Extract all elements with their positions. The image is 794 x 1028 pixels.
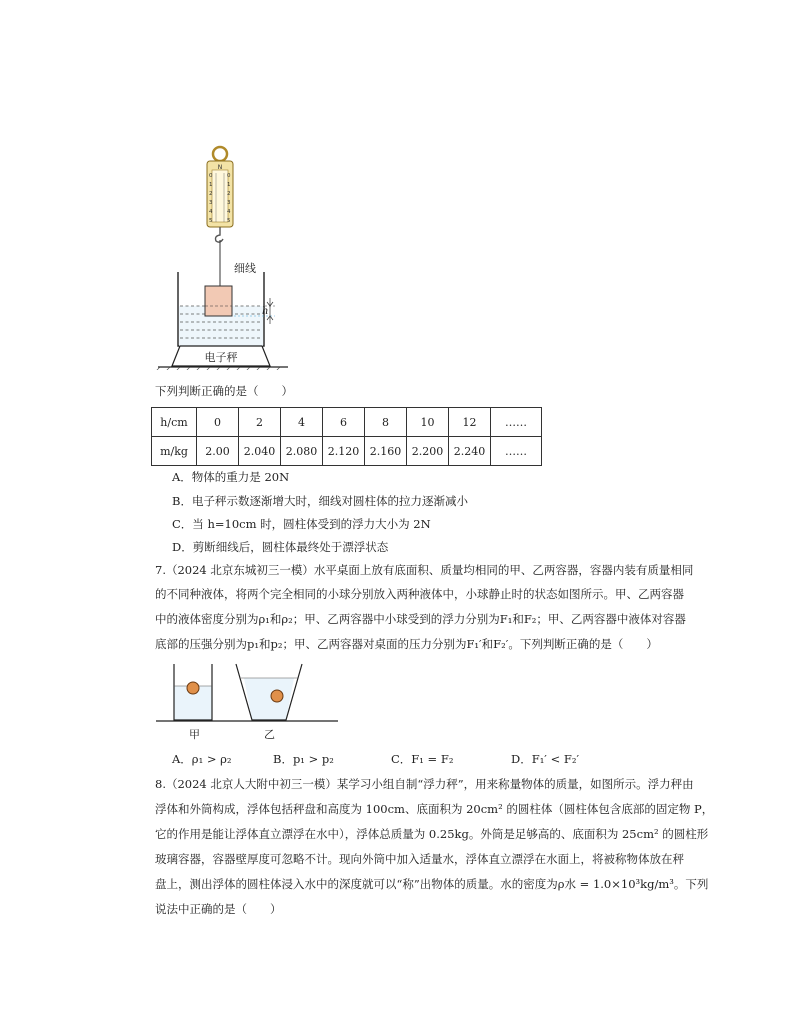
svg-text:5: 5 [227, 218, 231, 224]
q6-prompt: 下列判断正确的是（ ） [155, 384, 293, 398]
q7-option-b: B．p₁ > p₂ [273, 752, 334, 766]
q7-line-3: 中的液体密度分别为ρ₁和ρ₂；甲、乙两容器中小球受到的浮力分别为F₁和F₂；甲、乙两容器中液体对容器 [155, 612, 686, 626]
table-row-header: m/kg [152, 437, 197, 466]
svg-text:0: 0 [227, 173, 231, 179]
q7-option-a: A．ρ₁ > ρ₂ [172, 752, 232, 766]
table-cell: 4 [281, 408, 323, 437]
q8-line-5: 盘上，测出浮体的圆柱体浸入水中的深度就可以“称”出物体的质量。水的密度为ρ水 = 1.0×10³kg/m³。下列 [155, 877, 709, 891]
svg-text:3: 3 [227, 200, 231, 206]
table-cell: 10 [407, 408, 449, 437]
ball-jia [187, 682, 199, 694]
svg-text:4: 4 [209, 209, 213, 215]
label-yi: 乙 [264, 728, 275, 741]
label-electronic-scale: 电子秤 [204, 351, 238, 364]
svg-text:1: 1 [209, 182, 213, 188]
table-cell: …… [491, 408, 542, 437]
figure-two-containers [152, 660, 342, 742]
q7-line-4: 底部的压强分别为p₁和p₂；甲、乙两容器对桌面的压力分别为F₁′和F₂′。下列判断正确的是（ ） [155, 637, 658, 651]
dial-unit: N [217, 164, 223, 171]
scale-ring [213, 147, 227, 161]
table-cell: 2.240 [449, 437, 491, 466]
svg-text:5: 5 [209, 218, 213, 224]
table-cell: 6 [323, 408, 365, 437]
table-row-header: h/cm [152, 408, 197, 437]
ball-yi [271, 690, 283, 702]
label-h: h [262, 306, 269, 317]
q7-option-d: D．F₁′ < F₂′ [511, 752, 580, 766]
q7-line-1: 7.（2024 北京东城初三一模）水平桌面上放有底面积、质量均相同的甲、乙两容器，容器内装有质量相同 [155, 563, 694, 577]
table-cell: …… [491, 437, 542, 466]
svg-text:4: 4 [227, 209, 231, 215]
svg-text:2: 2 [227, 191, 231, 197]
table-row [152, 437, 542, 466]
svg-text:2: 2 [209, 191, 213, 197]
svg-text:1: 1 [227, 182, 231, 188]
table-cell: 2.00 [197, 437, 239, 466]
scale-hook [216, 227, 224, 242]
q8-line-3: 它的作用是能让浮体直立漂浮在水中），浮体总质量为 0.25kg。外筒是足够高的、底面积为 25cm² 的圆柱形 [155, 827, 709, 841]
q6-option-c: C．当 h=10cm 时，圆柱体受到的浮力大小为 2N [172, 517, 431, 531]
table-cell: 2.120 [323, 437, 365, 466]
q6-option-a: A．物体的重力是 20N [172, 470, 290, 484]
q6-data-table [151, 407, 542, 466]
q8-line-6: 说法中正确的是（ ） [155, 902, 282, 916]
label-thin-string: 细线 [234, 262, 256, 275]
q7-line-2: 的不同种液体，将两个完全相同的小球分别放入两种液体中，小球静止时的状态如图所示。甲、乙两容器 [155, 587, 684, 601]
table-cell: 2.040 [239, 437, 281, 466]
table-cell: 2.160 [365, 437, 407, 466]
q8-line-2: 浮体和外筒构成，浮体包括秤盘和高度为 100cm、底面积为 20cm² 的圆柱体（圆柱体包含底部的固定物 P， [155, 802, 714, 816]
table-row [152, 408, 542, 437]
q7-option-c: C．F₁ = F₂ [391, 752, 454, 766]
q8-line-4: 玻璃容器，容器壁厚度可忽略不计。现向外筒中加入适量水，浮体直立漂浮在水面上，将被称物体放在秤 [155, 852, 684, 866]
q8-line-1: 8.（2024 北京人大附中初三一模）某学习小组自制“浮力秤”，用来称量物体的质量，如图所示。浮力秤由 [155, 777, 694, 791]
table-cell: 2 [239, 408, 281, 437]
table-cell: 12 [449, 408, 491, 437]
table-cell: 8 [365, 408, 407, 437]
q6-option-b: B．电子秤示数逐渐增大时，细线对圆柱体的拉力逐渐减小 [172, 494, 468, 508]
table-cell: 2.080 [281, 437, 323, 466]
table-cell: 2.200 [407, 437, 449, 466]
cylinder [205, 286, 232, 316]
label-jia: 甲 [189, 728, 200, 741]
svg-text:0: 0 [209, 173, 213, 179]
table-cell: 0 [197, 408, 239, 437]
q6-option-d: D．剪断细线后，圆柱体最终处于漂浮状态 [172, 540, 389, 554]
svg-text:3: 3 [209, 200, 213, 206]
figure-spring-scale-setup [150, 140, 300, 370]
